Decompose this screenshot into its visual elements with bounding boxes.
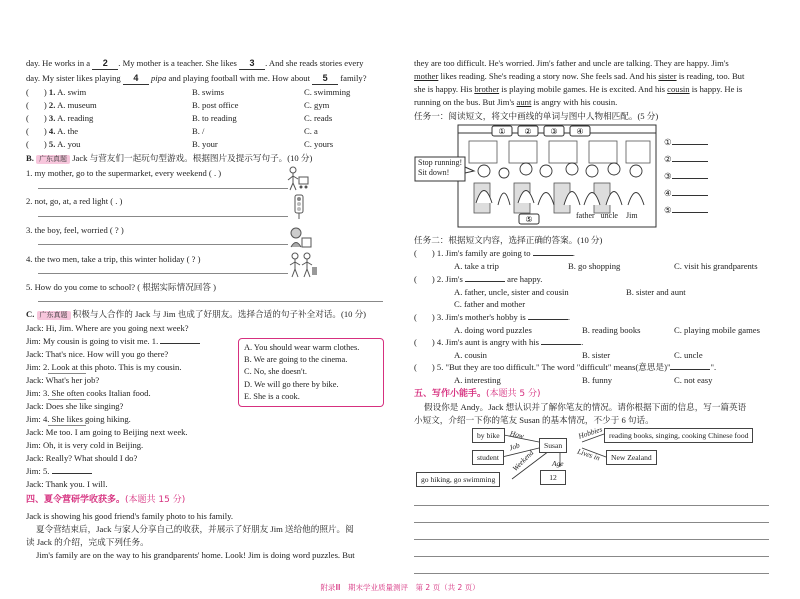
picture-label-4: ④ <box>576 127 584 136</box>
dialogue-line: Jim: 4. She likes going hiking. <box>26 414 131 424</box>
option-item: C. No, she doesn't. <box>244 367 307 377</box>
passage-line-2: day. My sister likes playing 4 pipa and playing football with me. How about 5 family? <box>26 73 367 85</box>
answer-line[interactable] <box>38 301 383 302</box>
task2-instruction: 任务二：根据短文内容，选择正确的答案。(10 分) <box>414 235 603 245</box>
reading-question: ( ) 1. Jim's family are going to . <box>414 248 575 258</box>
option-item: D. We will go there by bike. <box>244 379 339 389</box>
blank-4[interactable]: 4 <box>123 73 149 85</box>
passage-line: they are too difficult. He's worried. Jim's father and uncle are talking. They are happy. Jim's <box>414 58 729 68</box>
dialogue-blank-3[interactable] <box>48 399 86 400</box>
dialogue-line: Jim: 5. <box>26 466 92 477</box>
dialogue-line: Jim: Oh, it is very cold in Beijing. <box>26 440 144 450</box>
match-answer-5: ⑤ <box>664 205 708 216</box>
trip-illustration <box>288 251 318 279</box>
answer-paren[interactable]: ( ) <box>26 100 47 110</box>
map-how-label: How <box>509 428 525 441</box>
blank-5[interactable]: 5 <box>312 73 338 85</box>
passage-line: Jack is showing his good friend's family photo to his family. <box>26 511 233 521</box>
exam-tag: 广东真题 <box>37 311 71 320</box>
option-item: E. She is a cook. <box>244 391 300 401</box>
dialogue-line: Jim: 3. She often cooks Italian food. <box>26 388 151 398</box>
map-age-label: Age <box>552 459 564 468</box>
map-weekend-label: Weekend <box>510 448 536 473</box>
dialogue-blank-2[interactable] <box>48 373 86 374</box>
writing-prompt: 假设你是 Andy。Jack 想认识并了解你笔友的情况。请你根据下面的信息，写一篇英语 <box>424 402 747 412</box>
match-answer-4: ④ <box>664 188 708 199</box>
reading-question: ( ) 4. Jim's aunt is angry with his . <box>414 337 584 347</box>
cloze-question: ( ) 3. A. reading B. to reading C. reads <box>26 113 333 123</box>
answer-paren[interactable]: ( ) <box>414 337 435 347</box>
answer-line[interactable] <box>38 273 288 274</box>
match-answer-1: ① <box>664 137 708 148</box>
section-4-header: 四、夏令营研学收获多。(本题共 15 分) <box>26 495 186 505</box>
dialogue-line: Jack: Hi, Jim. Where are you going next week? <box>26 323 189 333</box>
map-center-susan: Susan <box>539 438 567 453</box>
answer-paren[interactable]: ( ) <box>414 274 435 284</box>
map-job-value: student <box>472 450 504 465</box>
passage-line: 夏令营结束后，Jack 与家人分享自己的收获，并展示了好朋友 Jim 送给他的照片。阅 <box>36 524 354 534</box>
answer-paren[interactable]: ( ) <box>414 248 435 258</box>
answer-line[interactable] <box>38 216 288 217</box>
blank-2[interactable]: 2 <box>92 58 118 70</box>
task1-instruction: 任务一：阅读短文，将文中画线的单词与图中人物相匹配。(5 分) <box>414 111 659 121</box>
match-answer-2: ② <box>664 154 708 165</box>
map-job-label: Job <box>507 440 521 453</box>
map-hobbies-label: Hobbies <box>577 424 604 441</box>
worried-boy-illustration <box>288 226 312 248</box>
section-b-header: B. 广东真题 Jack 与营友们一起玩句型游戏。根据图片及提示写句子。(10 分) <box>26 153 313 163</box>
passage-line: 读 Jack 的介绍，完成下列任务。 <box>26 537 149 547</box>
map-lives-value: New Zealand <box>606 450 657 465</box>
dialogue-line: Jim: My cousin is going to visit me. 1. <box>26 336 200 347</box>
section-5-header: 五、写作小能手。(本题共 5 分) <box>414 389 541 399</box>
traffic-light-illustration <box>292 194 306 220</box>
shopping-illustration <box>284 165 310 191</box>
blank-3[interactable]: 3 <box>239 58 265 70</box>
write-question: 1. my mother, go to the supermarket, every weekend ( . ) <box>26 168 222 178</box>
write-question: 5. How do you come to school? ( 根据实际情况回答 ) <box>26 282 216 292</box>
passage-line: mother likes reading. She's reading a story now. She feels sad. And his sister is reading, too. But <box>414 71 745 81</box>
reading-question: ( ) 3. Jim's mother's hobby is . <box>414 312 571 322</box>
writing-line[interactable] <box>414 505 769 506</box>
match-answer-3: ③ <box>664 171 708 182</box>
cloze-question: ( ) 1. A. swim B. swims C. swimming <box>26 87 351 97</box>
dialogue-line: Jack: Does she like singing? <box>26 401 124 411</box>
picture-name-labels: father uncle Jim <box>576 211 638 220</box>
dialogue-blank-4[interactable] <box>48 425 86 426</box>
writing-line[interactable] <box>414 556 769 557</box>
picture-label-5: ⑤ <box>525 215 533 224</box>
dialogue-line: Jim: 2. Look at this photo. This is my cousin. <box>26 362 182 372</box>
answer-line[interactable] <box>38 188 288 189</box>
dialogue-line: Jack: Thank you. I will. <box>26 479 108 489</box>
answer-paren[interactable]: ( ) <box>26 126 47 136</box>
map-by-bike: by bike <box>472 428 505 443</box>
dialogue-line: Jack: That's nice. How will you go there? <box>26 349 169 359</box>
passage-line: Jim's family are on the way to his grandparents' home. Look! Jim is doing word puzzles. But <box>36 550 355 560</box>
exam-tag: 广东真题 <box>36 155 70 164</box>
answer-paren[interactable]: ( ) <box>414 362 435 372</box>
option-item: B. We are going to the cinema. <box>244 355 348 365</box>
writing-line[interactable] <box>414 522 769 523</box>
write-question: 3. the boy, feel, worried ( ? ) <box>26 225 124 235</box>
map-age-value: 12 <box>540 470 566 485</box>
option-item: A. You should wear warm clothes. <box>244 343 360 352</box>
map-hobbies-value: reading books, singing, cooking Chinese food <box>604 428 753 443</box>
cloze-question: ( ) 2. A. museum B. post office C. gym <box>26 100 330 110</box>
map-lives-label: Lives in <box>576 446 602 463</box>
dialogue-blank-1[interactable] <box>160 343 200 344</box>
writing-prompt: 小短文，介绍一下你的笔友 Susan 的基本情况，不少于 6 句话。 <box>414 415 654 425</box>
passage-line-1: day. He works in a 2 . My mother is a teacher. She likes 3 . And she reads stories every <box>26 58 363 70</box>
reading-question: ( ) 5. "But they are too difficult." The word "difficult" means(意思是)" ". <box>414 362 717 372</box>
dialogue-line: Jack: Really? What should I do? <box>26 453 138 463</box>
picture-label-3: ③ <box>550 127 558 136</box>
picture-label-1: ① <box>498 127 506 136</box>
dialogue-line: Jack: Me too. I am going to Beijing next week. <box>26 427 188 437</box>
page-footer: 附录Ⅲ 期末学业质量测评 第 2 页（共 2 页） <box>320 583 480 592</box>
write-question: 4. the two men, take a trip, this winter holiday ( ? ) <box>26 254 201 264</box>
writing-line[interactable] <box>414 539 769 540</box>
exam-page: day. He works in a 2 . My mother is a teacher. She likes 3 . And she reads stories every day. My sister likes playing 4 pipa and playing football with me. How about 5 family? ( ) 1. A. swim B. swims C. swimming ( ) 2. A. museum B. post office C. gym ( ) 3. A. reading B. to reading C. reads ( ) 4. A. the B. / C. a ( ) 5. A. you B. your C. yours B. 广东真题 Jack 与营友们一起玩句型游戏。根据图片及提示写句子。(10 分) 1. my mother, go to the supermarket, every weekend ( . ) 2. not, go, at, a red light ( . ) 3. the boy, feel, worried ( ? ) 4. the two men, take a trip, this winter holiday ( ? ) 5. How do you come to school? ( 根据实际情况回答 ) C. 广东真题 积极与人合作的 Jack 与 Jim 也成了好朋友。选择合适的句子补全对话。(10 分) Jack: Hi, Jim. Where are you going next week? Jim: My cousin is going to visit me. 1. Jack: That's nice. How will you go there? Jim: 2. Look at this photo. This is my cousin. Jack: What's her job? Jim: 3. She often cooks Italian food. Jack: Does she like singing? Jim: 4. She likes going hiking. Jack: Me too. I am going to Beijing next week. Jim: Oh, it is very cold in Beijing. Jack: Really? What should I do? Jim: 5. Jack: Thank you. I will. A. You should wear warm clothes. B. We are going to the cinema. C. No, she doesn't. D. We will go there by bike. E. She is a cook. 四、夏令营研学收获多。(本题共 15 分) Jack is showing his good friend's family photo to his family. 夏令营结束后，Jack 与家人分享自己的收获，并展示了好朋友 Jim 送给他的照片。阅 读 Jack 的介绍，完成下列任务。 Jim's family are on the way to his grandparents' home. Look! Jim is doing word puzzles. But they are too difficult. He's worried. Jim's father and uncle are talking. They are happy. Jim's mother likes reading. She's reading a story now. She feels sad. And his sister is reading, too. But she is happy. His brother is playing mobile games. He is excited. And his cousin is happy. He is running on the bus. But Jim's aunt is angry with his cousin. 任务一：阅读短文，将文中画线的单词与图中人物相匹配。(5 分) ① ② ③ ④ ⑤ Stop running! Sit down! father uncle Jim ① ② ③ ④ ⑤ 任务二：根据短文内容，选择正确的答案。(10 分) ( ) 1. Jim's family are going to . A. take a trip B. go shopping C. visit his grandparents ( ) 2. Jim's are happy. A. father, uncle, sister and cousin B. sister and aunt C. father and mother ( ) 3. Jim's mother's hobby is . A. doing word puzzles B. reading books C. playing mobile games ( ) 4. Jim's aunt is angry with his . A. cousin B. sister C. uncle ( ) 5. "But they are too difficult." The word "difficult" means(意思是)" ". A. interesting B. funny C. not easy 五、写作小能手。(本题共 5 分) 假设你是 Andy。Jack 想认识并了解你笔友的情况。请你根据下面的信息，写一篇英语 小短文，介绍一下你的笔友 Susan 的基本情况，不少于 6 句话。 by bike How Susan Hobbies reading books, singing, cooking Chinese food Job student Lives in New Zealand Age 12 Weekend go hiking, go swimming 附录Ⅲ 期末学业质量测评 第 2 页（共 2 页） <box>0 0 800 599</box>
dialogue-blank-5[interactable] <box>52 473 92 474</box>
option-box <box>238 338 384 407</box>
answer-paren[interactable]: ( ) <box>26 87 47 97</box>
write-question: 2. not, go, at, a red light ( . ) <box>26 196 123 206</box>
cloze-question: ( ) 4. A. the B. / C. a <box>26 126 318 136</box>
answer-paren[interactable]: ( ) <box>26 139 47 149</box>
passage-line: running on the bus. But Jim's aunt is angry with his cousin. <box>414 97 618 107</box>
answer-line[interactable] <box>38 244 288 245</box>
passage-line: she is happy. His brother is playing mobile games. He is excited. And his cousin is happy. He is <box>414 84 743 94</box>
writing-line[interactable] <box>414 573 769 574</box>
answer-paren[interactable]: ( ) <box>414 312 435 322</box>
dialogue-line: Jack: What's her job? <box>26 375 100 385</box>
section-c-header: C. 广东真题 积极与人合作的 Jack 与 Jim 也成了好朋友。选择合适的句子补全对话。(10 分) <box>26 309 367 319</box>
answer-paren[interactable]: ( ) <box>26 113 47 123</box>
map-weekend-value: go hiking, go swimming <box>416 472 500 487</box>
reading-question: ( ) 2. Jim's are happy. <box>414 274 543 284</box>
picture-label-2: ② <box>524 127 532 136</box>
cloze-question: ( ) 5. A. you B. your C. yours <box>26 139 334 149</box>
speech-bubble: Stop running! Sit down! <box>418 158 463 177</box>
